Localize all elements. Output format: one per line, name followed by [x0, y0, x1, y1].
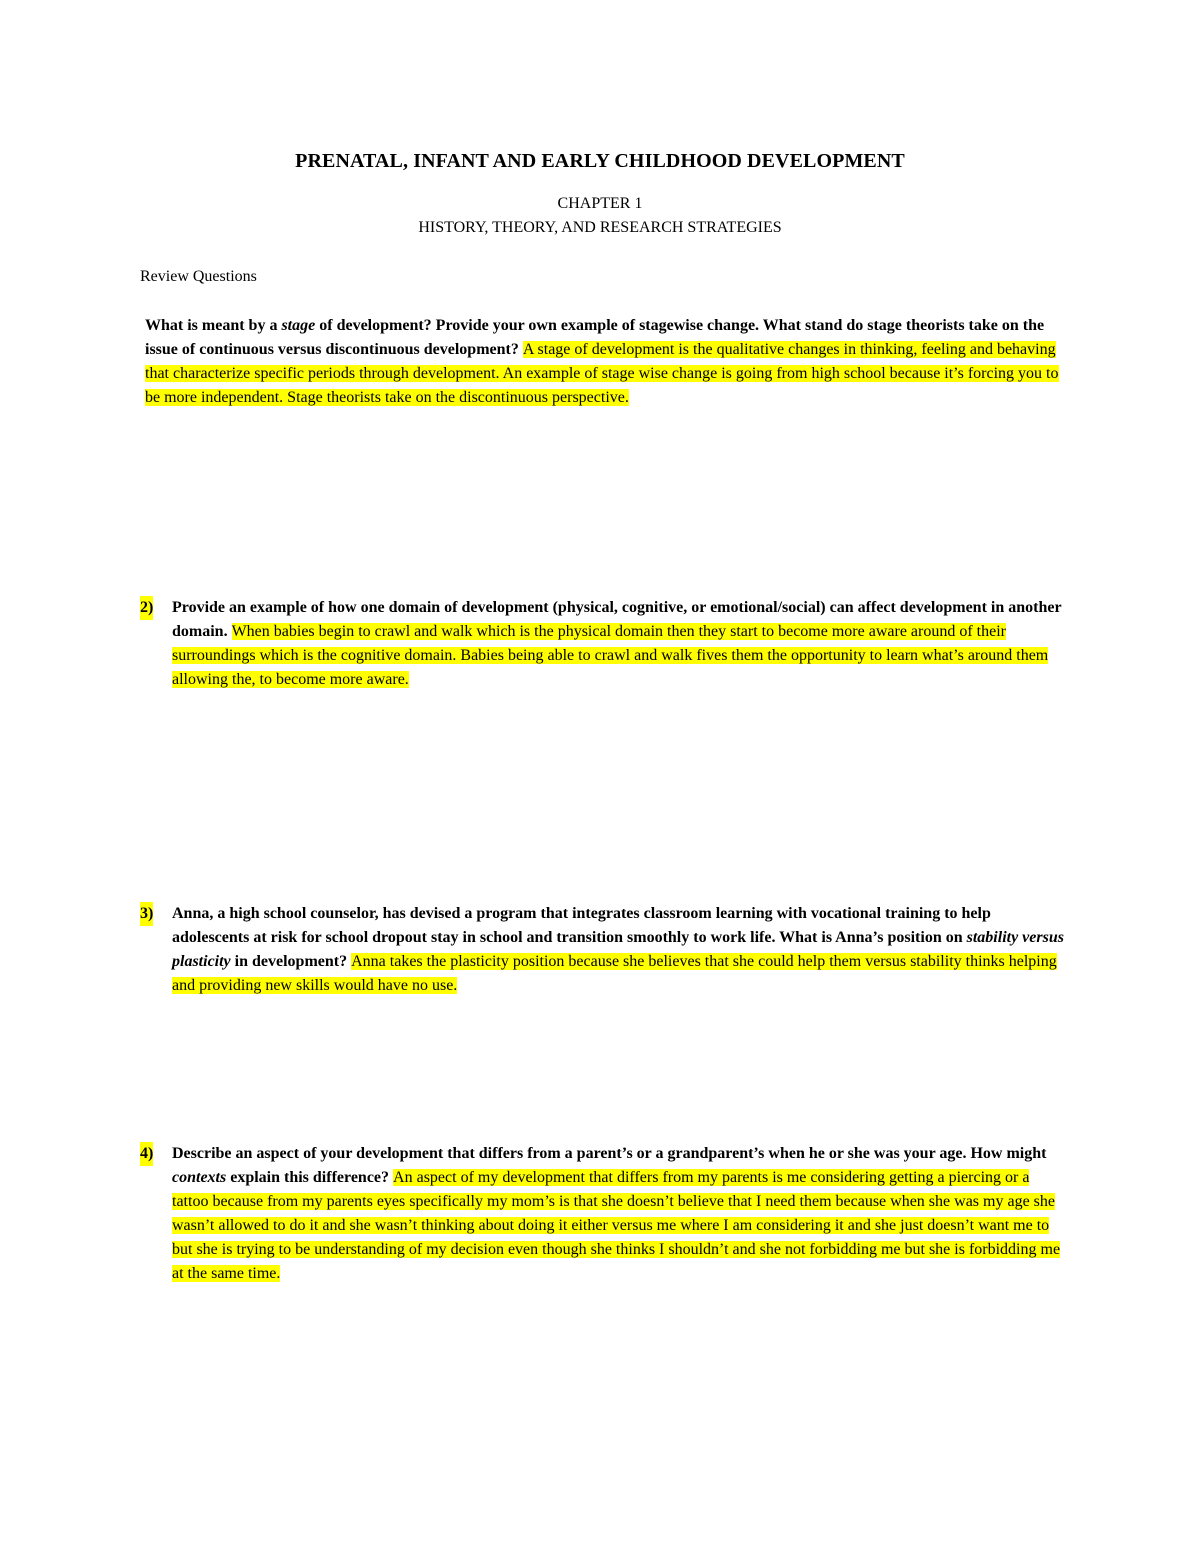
question-body [172, 596, 1065, 692]
section-label: Review Questions [140, 268, 257, 285]
question-number: 4) [140, 1142, 153, 1166]
question-body [145, 314, 1060, 410]
document-title: PRENATAL, INFANT AND EARLY CHILDHOOD DEVELOPMENT [295, 150, 905, 172]
question-number: 2) [140, 596, 153, 620]
question-3 [140, 902, 1065, 998]
question-text: Anna, a high school counselor, has devised a program that integrates classroom learning with vocational training to help adolescents at risk for school dropout stay in school and transition smoothly to work life. What is Anna’s position on stability versus plasticity in development? [172, 905, 1064, 970]
answer-highlight: When babies begin to crawl and walk which is the physical domain then they start to become more aware around of their surroundings which is the cognitive domain. Babies being able to crawl and walk fives them the opportunity to learn what’s around them allowing the, to become more aware. [172, 623, 1049, 688]
question-2 [140, 596, 1065, 692]
question-emphasis: stage [281, 317, 316, 334]
question-emphasis: stability versus plasticity [172, 929, 1064, 970]
answer-highlight: Anna takes the plasticity position because she believes that she could help them versus stability thinks helping and providing new skills would have no use. [172, 953, 1057, 994]
question-emphasis: contexts [172, 1169, 227, 1186]
question-1 [140, 314, 1060, 410]
question-body [172, 902, 1065, 998]
question-body [172, 1142, 1065, 1286]
question-text: Describe an aspect of your development that differs from a parent’s or a grandparent’s when he or she was your age. How might contexts explain this difference? [172, 1145, 1047, 1186]
chapter-subtitle: HISTORY, THEORY, AND RESEARCH STRATEGIES [418, 219, 782, 236]
question-4 [140, 1142, 1065, 1286]
answer-highlight: A stage of development is the qualitative changes in thinking, feeling and behaving that characterize specific periods through development. An example of stage wise change is going from high school because it’s forcing you to be more independent. Stage theorists take on the discontinuous perspective. [145, 341, 1059, 406]
chapter-heading: CHAPTER 1 [557, 195, 643, 212]
question-text: Provide an example of how one domain of development (physical, cognitive, or emotional/social) can affect development in another domain. [172, 599, 1062, 640]
question-text: What is meant by a stage of development? Provide your own example of stagewise change. What stand do stage theorists take on the issue of continuous versus discontinuous development? [145, 317, 1045, 358]
answer-highlight: An aspect of my development that differs from my parents is me considering getting a piercing or a tattoo because from my parents eyes specifically my mom’s is that she doesn’t believe that I need them because when she was my age she wasn’t allowed to do it and she wasn’t thinking about doing it either versus me where I am considering it and she just doesn’t want me to but she is trying to be understanding of my decision even though she thinks I shouldn’t and she not forbidding me but she is forbidding me at the same time. [172, 1169, 1061, 1282]
question-number: 3) [140, 902, 153, 926]
